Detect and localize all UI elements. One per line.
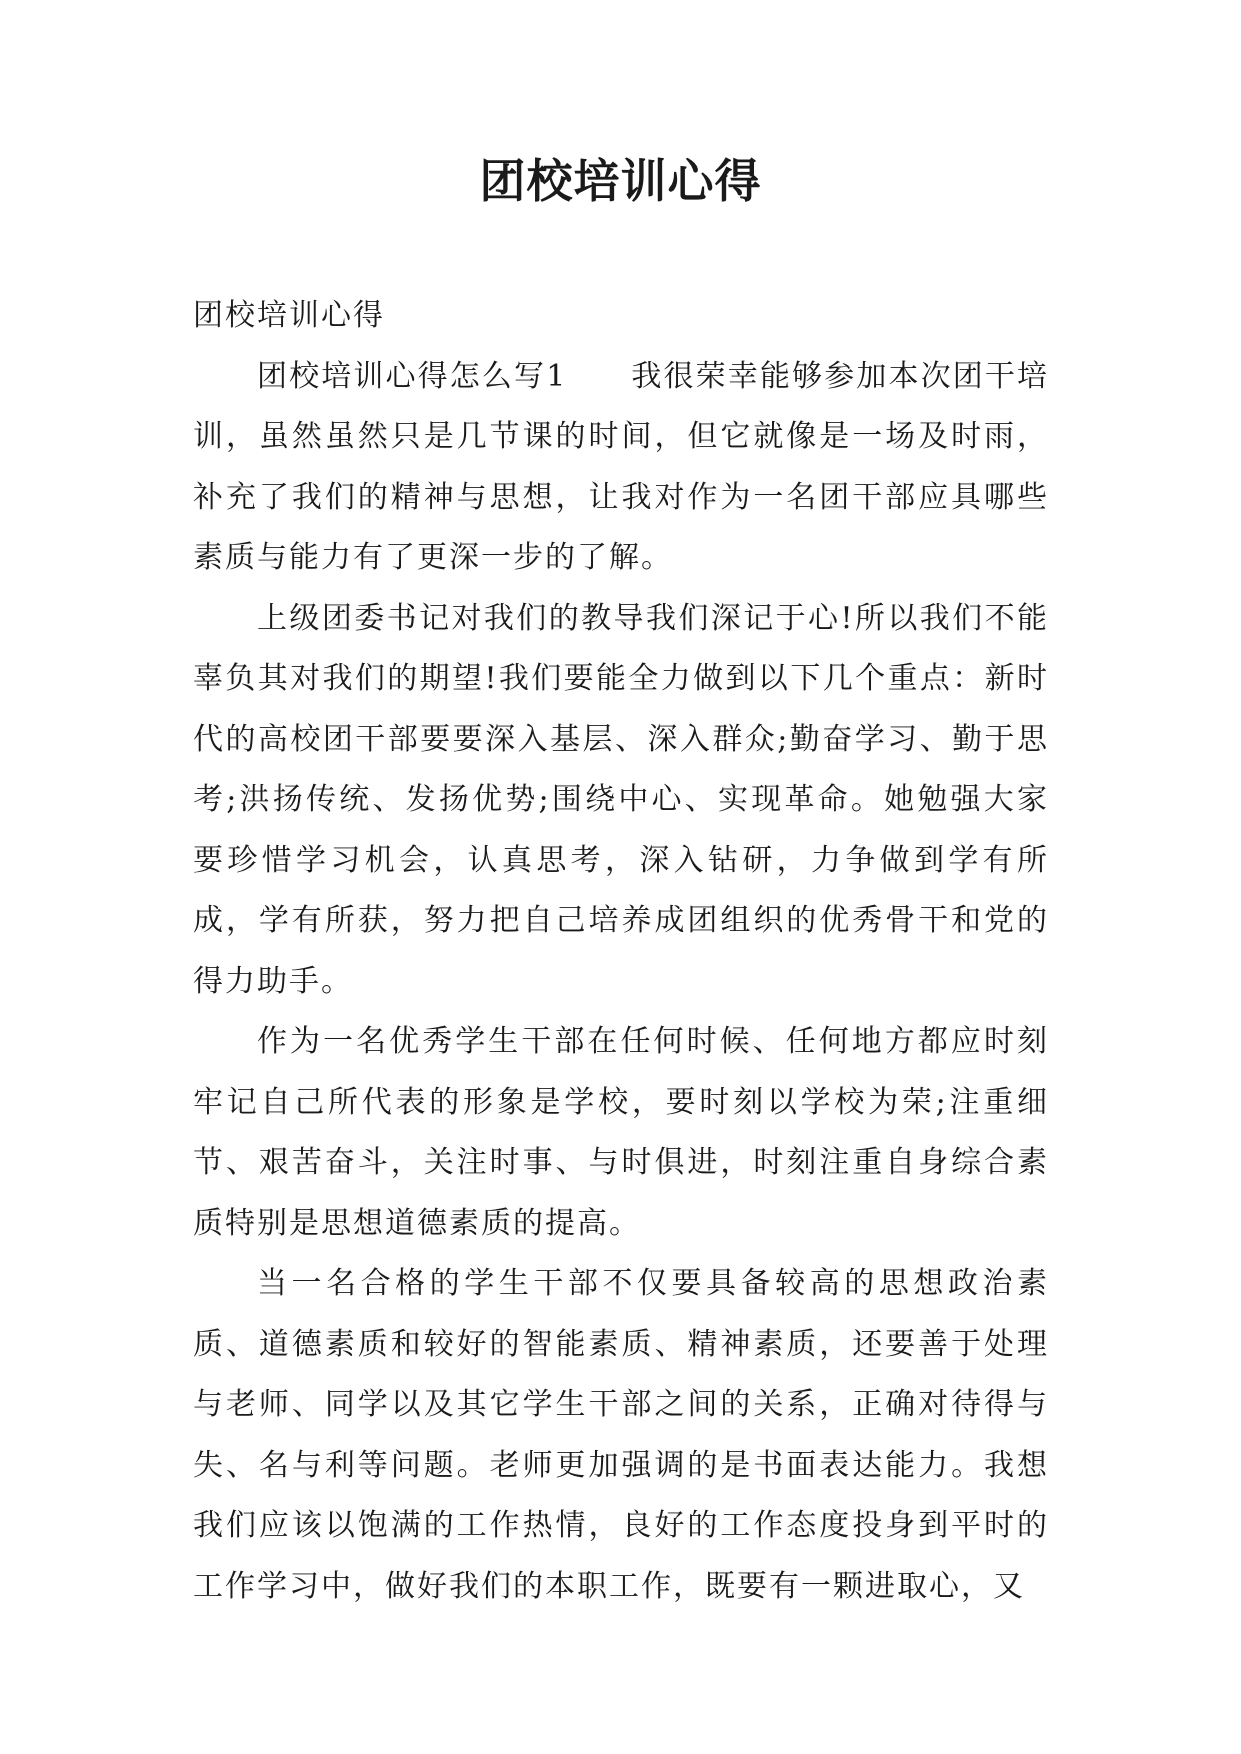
paragraph-4: 当一名合格的学生干部不仅要具备较高的思想政治素质、道德素质和较好的智能素质、精神素质，还要善于处理与老师、同学以及其它学生干部之间的关系，正确对待得与失、名与利等问题。老师更加强调的是书面表达能力。我想我们应该以饱满的工作热情，良好的工作态度投身到平时的工作学习中，做好我们的本职工作，既要有一颗进取心，又 [193, 1266, 1049, 1604]
paragraph-1 [193, 347, 1049, 589]
document-body [193, 286, 1049, 1617]
paragraph-1-text: 我很荣幸能够参加本次团干培训，虽然虽然只是几节课的时间，但它就像是一场及时雨，补充了我们的精神与思想，让我对作为一名团干部应具哪些素质与能力有了更深一步的了解。 [193, 358, 1049, 575]
paragraph-3: 作为一名优秀学生干部在任何时候、任何地方都应时刻牢记自己所代表的形象是学校，要时刻以学校为荣;注重细节、艰苦奋斗，关注时事、与时俱进，时刻注重自身综合素质特别是思想道德素质的提高。 [193, 1024, 1049, 1241]
document-title: 团校培训心得 [479, 154, 762, 208]
paragraph-1-lead: 团校培训心得怎么写1 [257, 358, 568, 394]
paragraph-2: 上级团委书记对我们的教导我们深记于心!所以我们不能辜负其对我们的期望!我们要能全力做到以下几个重点：新时代的高校团干部要要深入基层、深入群众;勤奋学习、勤于思考;洪扬传统、发扬优势;围绕中心、实现革命。她勉强大家要珍惜学习机会，认真思考，深入钻研，力争做到学有所成，学有所获，努力把自己培养成团组织的优秀骨干和党的得力助手。 [193, 600, 1049, 999]
document-subtitle: 团校培训心得 [193, 298, 385, 333]
